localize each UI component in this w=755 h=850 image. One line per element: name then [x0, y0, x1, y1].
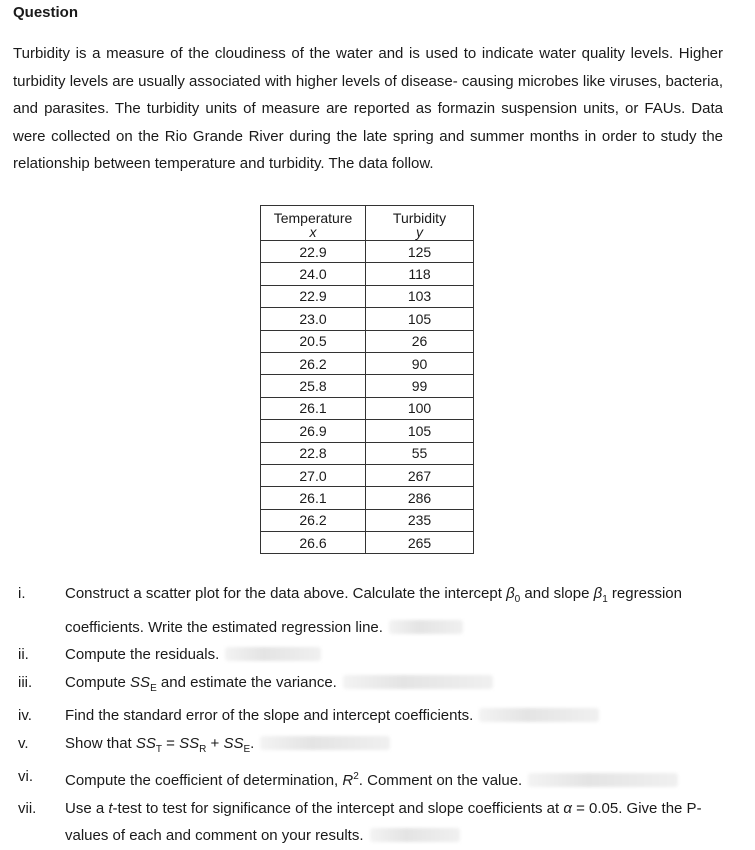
ss-regression: SS — [179, 734, 200, 752]
turbidity-cell: 90 — [366, 352, 474, 374]
temperature-cell: 23.0 — [261, 308, 366, 330]
ss-error-subscript: E — [243, 743, 251, 755]
question-item-6 — [18, 763, 728, 795]
temperature-cell: 24.0 — [261, 263, 366, 285]
table-row — [261, 352, 474, 374]
subheader-y: y — [366, 226, 474, 241]
turbidity-cell: 235 — [366, 509, 474, 531]
question-text: -test to test for significance of the intercept and slope coefficients at — [112, 799, 564, 817]
question-text: = 0.05. Give the P-values of each and comment on your results. — [65, 799, 702, 844]
temperature-cell: 26.6 — [261, 532, 366, 554]
question-text: Find the standard error of the slope and intercept coefficients. — [65, 707, 474, 724]
table-row — [261, 330, 474, 352]
question-text: and slope — [520, 585, 594, 602]
table-body — [261, 241, 474, 554]
plus-sign: + — [206, 734, 224, 752]
temperature-cell: 22.8 — [261, 442, 366, 464]
table-header-row — [261, 206, 474, 227]
intro-paragraph: Turbidity is a measure of the cloudiness of the water and is used to indicate water quality levels. Higher turbidity levels are usually associated with higher levels of disease- causing microbes like viruses, bacteria, and parasites. The turbidity units of measure are reported as formazin suspension units, or FAUs. Data were collected on the Rio Grande River during the late spring and summer months in order to study the relationship between temperature and turbidity. The data follow. — [13, 45, 723, 172]
turbidity-cell: 26 — [366, 330, 474, 352]
question-text: Show that — [65, 734, 136, 752]
question-marker: iv. — [18, 707, 32, 724]
r-squared-superscript: 2 — [353, 771, 359, 782]
equals-sign: = — [162, 734, 180, 752]
question-text: and estimate the variance. — [156, 673, 337, 691]
table-row — [261, 487, 474, 509]
redacted-answer — [479, 708, 599, 722]
question-text: Compute the residuals. — [65, 646, 220, 663]
turbidity-cell: 99 — [366, 375, 474, 397]
temperature-cell: 22.9 — [261, 241, 366, 263]
beta-one: β — [593, 585, 603, 602]
question-item-1 — [18, 580, 728, 641]
table-row — [261, 509, 474, 531]
redacted-answer — [343, 675, 493, 689]
data-table — [260, 205, 474, 554]
question-item-4 — [18, 702, 728, 730]
ss-error: SS — [223, 734, 244, 752]
question-heading: Question — [13, 4, 79, 21]
question-marker: vii. — [18, 799, 37, 817]
temperature-cell: 26.2 — [261, 509, 366, 531]
temperature-cell: 26.2 — [261, 352, 366, 374]
question-item-7 — [18, 795, 728, 850]
t-symbol: t — [108, 799, 113, 817]
ss-regression-subscript: R — [199, 743, 207, 755]
question-marker: v. — [18, 734, 29, 752]
turbidity-cell: 265 — [366, 532, 474, 554]
question-marker: i. — [18, 585, 26, 602]
question-marker: iii. — [18, 673, 33, 691]
ss-total-subscript: T — [155, 743, 163, 755]
table-row — [261, 285, 474, 307]
temperature-cell: 26.1 — [261, 397, 366, 419]
alpha-symbol: α — [563, 799, 572, 817]
table-subheader-row — [261, 226, 474, 241]
redacted-answer — [389, 620, 463, 634]
temperature-cell: 20.5 — [261, 330, 366, 352]
temperature-cell: 22.9 — [261, 285, 366, 307]
question-text: regression coefficients. Write the estimated regression line. — [65, 585, 682, 636]
beta-zero-subscript: 0 — [514, 594, 521, 605]
question-item-2 — [18, 641, 728, 669]
table-row — [261, 397, 474, 419]
period: . — [250, 734, 255, 752]
turbidity-cell: 118 — [366, 263, 474, 285]
question-marker: vi. — [18, 768, 33, 785]
table-row — [261, 442, 474, 464]
ss-symbol: SS — [130, 673, 151, 691]
r-squared: R — [342, 772, 354, 789]
table-row — [261, 241, 474, 263]
table-row — [261, 464, 474, 486]
turbidity-cell: 286 — [366, 487, 474, 509]
redacted-answer — [260, 736, 390, 750]
question-item-5 — [18, 730, 728, 764]
table-row — [261, 263, 474, 285]
turbidity-cell: 55 — [366, 442, 474, 464]
ss-total: SS — [135, 734, 156, 752]
question-text: Use a — [65, 799, 109, 817]
question-text: Construct a scatter plot for the data above. Calculate the intercept — [65, 585, 507, 602]
table-row — [261, 532, 474, 554]
temperature-cell: 26.1 — [261, 487, 366, 509]
question-text: Compute — [65, 673, 131, 691]
beta-zero: β — [506, 585, 515, 602]
beta-one-subscript: 1 — [602, 594, 608, 605]
table-row — [261, 420, 474, 442]
turbidity-cell: 105 — [366, 420, 474, 442]
ss-subscript: E — [150, 682, 157, 694]
turbidity-cell: 103 — [366, 285, 474, 307]
redacted-answer — [225, 647, 321, 661]
question-text: . Comment on the value. — [358, 772, 523, 789]
question-item-3 — [18, 669, 728, 703]
question-marker: ii. — [18, 646, 29, 663]
turbidity-cell: 267 — [366, 464, 474, 486]
subheader-x: x — [261, 226, 366, 241]
temperature-cell: 26.9 — [261, 420, 366, 442]
header-turbidity: Turbidity — [366, 206, 474, 227]
temperature-cell: 25.8 — [261, 375, 366, 397]
turbidity-cell: 125 — [366, 241, 474, 263]
question-text: Compute the coefficient of determination, — [65, 772, 343, 789]
temperature-cell: 27.0 — [261, 464, 366, 486]
header-temperature: Temperature — [261, 206, 366, 227]
table-row — [261, 375, 474, 397]
turbidity-cell: 105 — [366, 308, 474, 330]
table-row — [261, 308, 474, 330]
redacted-answer — [528, 773, 678, 787]
question-list — [18, 580, 728, 850]
turbidity-cell: 100 — [366, 397, 474, 419]
